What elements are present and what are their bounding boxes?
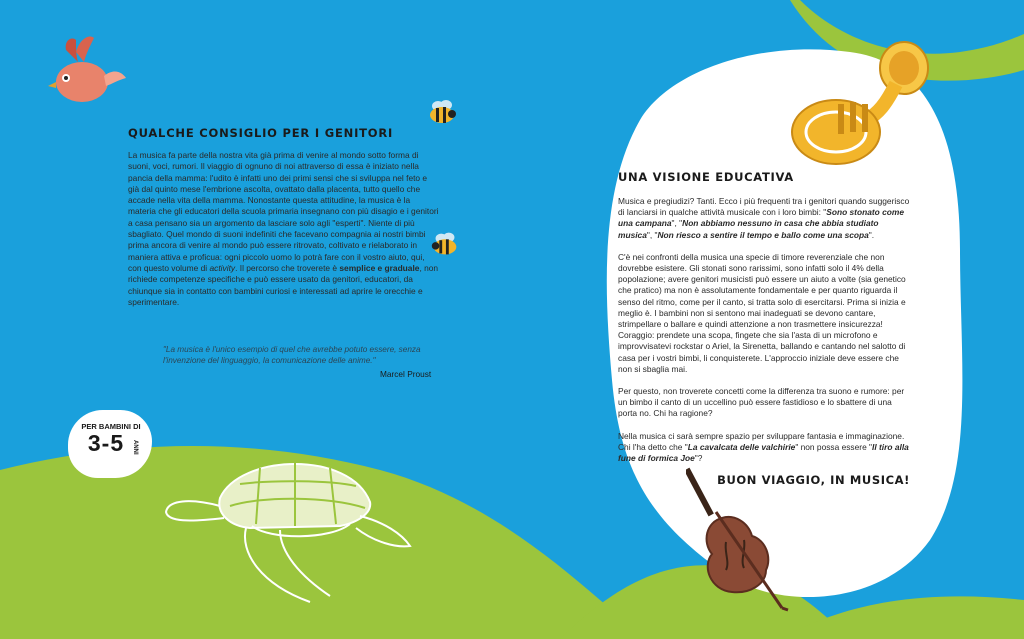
age-badge [68,410,152,478]
section-title: UNA VISIONE EDUCATIVA [618,170,794,184]
body-paragraph: La musica fa parte della nostra vita già prima di venire al mondo sotto forma di suoni, voci, rumori. Il viaggio di ognuno di noi attraverso di essa è iniziato nella pancia della mamma: l'udito è infatti uno dei primi sensi che si sviluppa nel feto e già dal quinto mese l'embrione ascolta, ovattato dalla placenta, tutto quello che accade nella vita della mamma. Nonostante questa attitudine, la musica è la materia che gli educatori della scuola primaria insegnano con più disagio e i genitori a casa pensano sia un argomento da lasciare solo agli "esperti". Niente di più sbagliato. Quel mondo di suoni indefiniti che facevano compagnia ai nostri bimbi prima ancora di venire al mondo può essere ritrovato, coltivato e rielaborato in maniera attiva e proficua: ogni piccolo uomo lo potrà fare con il vostro aiuto, qui, con questo volume di activity. Il percorso che troverete è semplice e graduale, non richiede competenze specifiche e può essere usato da genitori, educatori, da chiunque sia in contatto con bambini curiosi e interessati ad aprire le orecchie e sperimentare. [128,150,439,307]
age-badge-label: PER BAMBINI DI [81,422,141,431]
body-paragraph: Per questo, non troverete concetti come la differenza tra suono e rumore: per un bimbo il canto di un uccellino può essere fastidioso e lo sbattere di una porta no. Chi ha ragione? [618,386,905,419]
violin-illustration [686,462,796,612]
body-paragraph: C'è nei confronti della musica una specie di timore reverenziale che non dovrebbe esistere. Gli stonati sono rarissimi, sono infatti solo il 4% della popolazione; avere genitori musicisti può essere un aiuto a volte (sia genetico che pratico) ma non è assolutamente fondamentale e per quanto riguarda il senso del ritmo, come per il canto, si tratta solo di esercitarsi. Prima si inizia e meglio è. I bambini non si sentono mai inadeguati se devono cantare, strimpellare o ballare e quindi attenzione a non trasmettere insicurezza! Coraggio: prendete una scopa, fingete che sia l'asta di un microfono e improvvisatevi rockstar o Ariel, la Sirenetta, ballando e cantando nel salotto di casa per i vostri bimbi, li conquisterete. L'approccio iniziale deve essere che non si sbaglia mai. [618,251,906,374]
tuba-illustration [786,34,936,172]
bird-illustration [46,32,128,110]
age-badge-unit: ANNI [132,440,138,455]
body-paragraph: Musica e pregiudizi? Tanti. Ecco i più frequenti tra i genitori quando suggerisco di lanciarsi in qualche attività musicale con i loro bimbi: "Sono stonato come una campana", "Non abbiamo nessuno in casa che abbia studiato musica", "Non riesco a sentire il tempo e ballo come una scopa". [618,196,910,240]
bee-icon [424,98,460,126]
age-badge-range: 3-5 [87,430,125,456]
quote-text: "La musica è l'unico esempio di quel che avrebbe potuto essere, senza l'invenzione del linguaggio, la comunicazione delle anime." [163,345,421,365]
parents-advice-section [128,126,440,308]
educational-vision-section [618,170,910,475]
body-paragraph: Nella musica ci sarà sempre spazio per sviluppare fantasia e immaginazione. Chi l'ha detto che "La cavalcata delle valchirie" non possa essere "Il tiro alla fune di formica Joe"? [618,430,909,464]
section-title: QUALCHE CONSIGLIO PER I GENITORI [128,126,394,140]
closing-title: BUON VIAGGIO, IN MUSICA! [717,473,910,487]
quote-author: Marcel Proust [380,369,432,379]
turtle-illustration [160,456,420,606]
